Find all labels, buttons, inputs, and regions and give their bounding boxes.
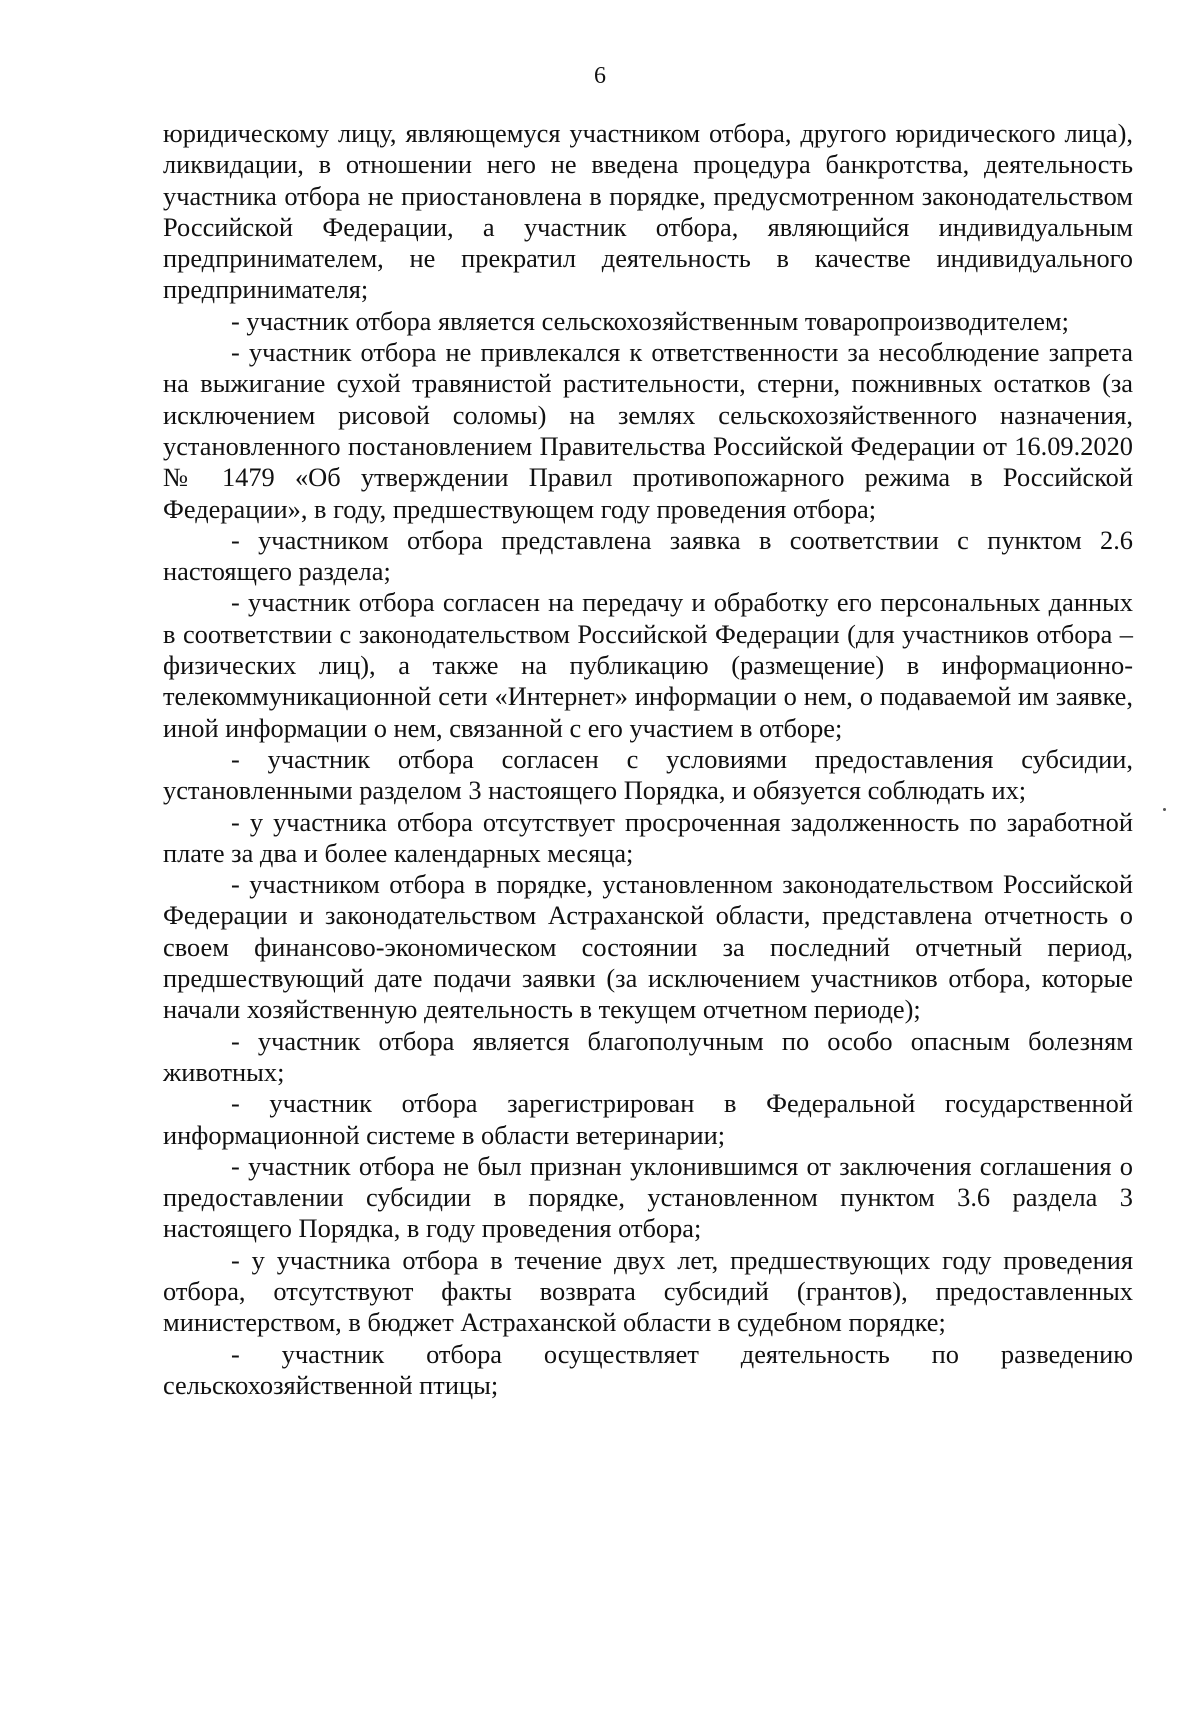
scan-speck <box>1163 808 1166 811</box>
list-item-not-evaded-agreement: - участник отбора не был признан уклонившимся от заключения соглашения о предоставлении субсидии в порядке, установленном пунктом 3.6 раздела 3 настоящего Порядка, в году проведения отбора; <box>163 1150 1133 1244</box>
list-item-application-submitted: - участником отбора представлена заявка в соответствии с пунктом 2.6 настоящего раздела; <box>163 524 1133 587</box>
list-item-agricultural-producer: - участник отбора является сельскохозяйственным товаропроизводителем; <box>231 305 1069 336</box>
list-item-animal-disease-free: - участник отбора является благополучным по особо опасным болезням животных; <box>163 1025 1133 1087</box>
list-item-financial-reporting: - участником отбора в порядке, установленном законодательством Российской Федерации и законодательством Астраханской области, представлена отчетность о своем финансово-экономическом состоянии за последний отчетный период, предшествующий дате подачи заявки (за исключением участников отбора, которые начали хозяйственную деятельность в текущем отчетном периоде); <box>163 869 1133 1025</box>
document-body <box>163 118 1133 1401</box>
list-item-subsidy-conditions-consent: - участник отбора согласен с условиями предоставления субсидии, установленными разделом 3 настоящего Порядка, и обязуется соблюдать их; <box>163 743 1133 806</box>
page-number: 6 <box>594 63 606 89</box>
list-item-poultry-breeding: - участник отбора осуществляет деятельность по разведению сельскохозяйственной птицы; <box>163 1338 1133 1400</box>
paragraph-continuation: юридическому лицу, являющемуся участником отбора, другого юридического лица), ликвидации, в отношении него не введена процедура банкротства, деятельность участника отбора не приостановлена в порядке, предусмотренном законодательством Российской Федерации, а участник отбора, являющийся индивидуальным предпринимателем, не прекратил деятельность в качестве индивидуального предпринимателя; <box>163 118 1133 305</box>
list-item-veterinary-system-registered: - участник отбора зарегистрирован в Федеральной государственной информационной системе в области ветеринарии; <box>163 1088 1133 1150</box>
list-item-no-wage-arrears: - у участника отбора отсутствует просроченная задолженность по заработной плате за два и более календарных месяца; <box>163 806 1133 868</box>
list-item-personal-data-consent: - участник отбора согласен на передачу и обработку его персональных данных в соответствии с законодательством Российской Федерации (для участников отбора – физических лиц), а также на публикацию (размещение) в информационно-телекоммуникационной сети «Интернет» информации о нем, о подаваемой им заявке, иной информации о нем, связанной с его участием в отборе; <box>163 587 1133 743</box>
list-item-no-subsidy-returns: - у участника отбора в течение двух лет, предшествующих году проведения отбора, отсутствуют факты возврата субсидий (грантов), предоставленных министерством, в бюджет Астраханской области в судебном порядке; <box>163 1244 1133 1338</box>
list-item-no-burning-liability: - участник отбора не привлекался к ответственности за несоблюдение запрета на выжигание сухой травянистой растительности, стерни, пожнивных остатков (за исключением рисовой соломы) на землях сельскохозяйственного назначения, установленного постановлением Правительства Российской Федерации от 16.09.2020 № 1479 «Об утверждении Правил противопожарного режима в Российской Федерации», в году, предшествующем году проведения отбора; <box>163 337 1133 524</box>
